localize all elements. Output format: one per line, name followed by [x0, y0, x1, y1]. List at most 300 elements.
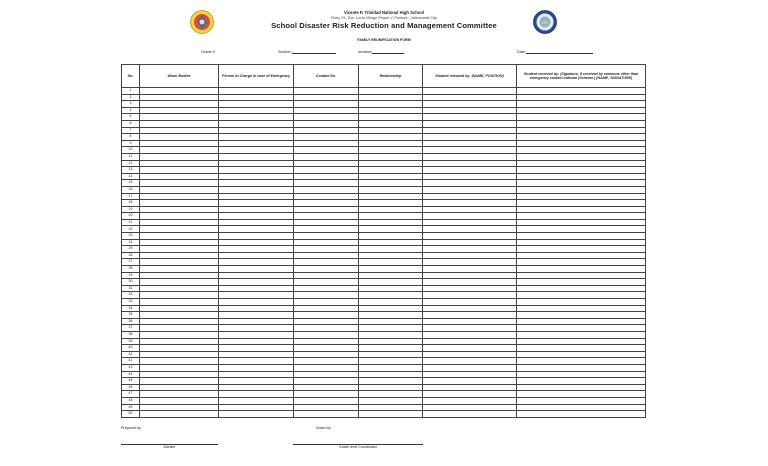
table-cell[interactable]	[140, 213, 219, 220]
table-cell[interactable]	[359, 305, 423, 312]
table-cell[interactable]	[140, 186, 219, 193]
table-cell[interactable]	[294, 345, 359, 352]
table-cell[interactable]	[219, 147, 294, 154]
table-cell[interactable]	[517, 206, 646, 213]
table-cell[interactable]	[423, 180, 517, 187]
table-cell[interactable]	[219, 384, 294, 391]
table-cell[interactable]	[517, 246, 646, 253]
table-cell[interactable]	[359, 338, 423, 345]
table-cell[interactable]	[359, 384, 423, 391]
table-cell[interactable]	[140, 134, 219, 141]
table-cell[interactable]	[423, 193, 517, 200]
table-cell[interactable]	[140, 153, 219, 160]
table-cell[interactable]	[140, 384, 219, 391]
table-cell[interactable]	[294, 193, 359, 200]
table-cell[interactable]	[423, 266, 517, 273]
table-cell[interactable]	[359, 364, 423, 371]
table-cell[interactable]	[140, 299, 219, 306]
table-cell[interactable]	[423, 378, 517, 385]
table-cell[interactable]	[423, 285, 517, 292]
table-cell[interactable]	[517, 378, 646, 385]
table-cell[interactable]	[294, 173, 359, 180]
table-cell[interactable]	[359, 292, 423, 299]
table-cell[interactable]	[359, 226, 423, 233]
table-cell[interactable]	[140, 107, 219, 114]
table-cell[interactable]	[517, 94, 646, 101]
table-cell[interactable]	[517, 351, 646, 358]
table-cell[interactable]	[517, 285, 646, 292]
table-cell[interactable]	[219, 397, 294, 404]
table-cell[interactable]	[423, 305, 517, 312]
table-cell[interactable]	[219, 167, 294, 174]
table-cell[interactable]	[219, 180, 294, 187]
table-cell[interactable]	[294, 331, 359, 338]
table-cell[interactable]	[359, 351, 423, 358]
table-cell[interactable]	[517, 239, 646, 246]
table-cell[interactable]	[423, 94, 517, 101]
table-cell[interactable]	[294, 200, 359, 207]
table-cell[interactable]	[140, 120, 219, 127]
table-cell[interactable]	[294, 88, 359, 95]
table-cell[interactable]	[294, 120, 359, 127]
table-cell[interactable]	[517, 364, 646, 371]
table-cell[interactable]	[517, 88, 646, 95]
table-cell[interactable]	[423, 160, 517, 167]
table-cell[interactable]	[517, 331, 646, 338]
table-cell[interactable]	[423, 292, 517, 299]
table-cell[interactable]	[359, 404, 423, 411]
table-cell[interactable]	[517, 160, 646, 167]
table-cell[interactable]	[359, 391, 423, 398]
table-cell[interactable]	[294, 167, 359, 174]
table-cell[interactable]	[423, 226, 517, 233]
table-cell[interactable]	[294, 299, 359, 306]
table-cell[interactable]	[294, 404, 359, 411]
table-cell[interactable]	[140, 397, 219, 404]
table-cell[interactable]	[423, 173, 517, 180]
table-cell[interactable]	[140, 331, 219, 338]
table-cell[interactable]	[294, 213, 359, 220]
table-cell[interactable]	[359, 206, 423, 213]
table-cell[interactable]	[359, 252, 423, 259]
table-cell[interactable]	[294, 378, 359, 385]
table-cell[interactable]	[359, 266, 423, 273]
table-cell[interactable]	[517, 107, 646, 114]
table-cell[interactable]	[219, 272, 294, 279]
table-cell[interactable]	[423, 219, 517, 226]
table-cell[interactable]	[517, 173, 646, 180]
table-cell[interactable]	[517, 404, 646, 411]
table-cell[interactable]	[140, 318, 219, 325]
table-cell[interactable]	[359, 120, 423, 127]
table-cell[interactable]	[294, 233, 359, 240]
table-cell[interactable]	[294, 107, 359, 114]
table-cell[interactable]	[517, 120, 646, 127]
table-cell[interactable]	[359, 325, 423, 332]
table-cell[interactable]	[140, 193, 219, 200]
table-cell[interactable]	[140, 266, 219, 273]
table-cell[interactable]	[219, 219, 294, 226]
table-cell[interactable]	[140, 285, 219, 292]
table-cell[interactable]	[219, 88, 294, 95]
table-cell[interactable]	[423, 338, 517, 345]
table-cell[interactable]	[359, 371, 423, 378]
table-cell[interactable]	[140, 206, 219, 213]
table-cell[interactable]	[517, 193, 646, 200]
table-cell[interactable]	[517, 114, 646, 121]
table-cell[interactable]	[423, 107, 517, 114]
table-cell[interactable]	[140, 252, 219, 259]
table-cell[interactable]	[140, 338, 219, 345]
table-cell[interactable]	[423, 213, 517, 220]
table-cell[interactable]	[294, 219, 359, 226]
table-cell[interactable]	[294, 140, 359, 147]
table-cell[interactable]	[517, 292, 646, 299]
table-cell[interactable]	[423, 114, 517, 121]
table-cell[interactable]	[517, 167, 646, 174]
table-cell[interactable]	[517, 186, 646, 193]
table-cell[interactable]	[359, 88, 423, 95]
table-cell[interactable]	[140, 351, 219, 358]
table-cell[interactable]	[423, 233, 517, 240]
table-cell[interactable]	[359, 233, 423, 240]
table-cell[interactable]	[294, 272, 359, 279]
table-cell[interactable]	[219, 246, 294, 253]
table-cell[interactable]	[294, 180, 359, 187]
table-cell[interactable]	[140, 140, 219, 147]
table-cell[interactable]	[359, 167, 423, 174]
table-cell[interactable]	[219, 312, 294, 319]
table-cell[interactable]	[423, 299, 517, 306]
table-cell[interactable]	[359, 213, 423, 220]
table-cell[interactable]	[517, 358, 646, 365]
table-cell[interactable]	[294, 186, 359, 193]
table-cell[interactable]	[423, 371, 517, 378]
table-cell[interactable]	[219, 160, 294, 167]
table-cell[interactable]	[294, 397, 359, 404]
table-cell[interactable]	[359, 279, 423, 286]
table-cell[interactable]	[359, 186, 423, 193]
table-cell[interactable]	[517, 127, 646, 134]
table-cell[interactable]	[517, 325, 646, 332]
table-cell[interactable]	[359, 411, 423, 418]
table-cell[interactable]	[359, 272, 423, 279]
table-cell[interactable]	[359, 397, 423, 404]
table-cell[interactable]	[423, 272, 517, 279]
table-cell[interactable]	[517, 134, 646, 141]
table-cell[interactable]	[359, 134, 423, 141]
table-cell[interactable]	[294, 134, 359, 141]
table-cell[interactable]	[517, 252, 646, 259]
table-cell[interactable]	[517, 391, 646, 398]
table-cell[interactable]	[359, 299, 423, 306]
table-cell[interactable]	[294, 411, 359, 418]
table-cell[interactable]	[359, 345, 423, 352]
table-cell[interactable]	[359, 101, 423, 108]
table-cell[interactable]	[517, 312, 646, 319]
table-cell[interactable]	[140, 391, 219, 398]
table-cell[interactable]	[423, 351, 517, 358]
table-cell[interactable]	[294, 358, 359, 365]
table-cell[interactable]	[517, 397, 646, 404]
table-cell[interactable]	[359, 259, 423, 266]
table-cell[interactable]	[219, 239, 294, 246]
table-cell[interactable]	[140, 345, 219, 352]
table-cell[interactable]	[140, 160, 219, 167]
table-cell[interactable]	[359, 127, 423, 134]
table-cell[interactable]	[219, 318, 294, 325]
table-cell[interactable]	[140, 358, 219, 365]
table-cell[interactable]	[219, 305, 294, 312]
table-cell[interactable]	[294, 305, 359, 312]
table-cell[interactable]	[423, 397, 517, 404]
table-cell[interactable]	[423, 404, 517, 411]
table-cell[interactable]	[423, 101, 517, 108]
table-cell[interactable]	[423, 252, 517, 259]
table-cell[interactable]	[294, 259, 359, 266]
table-cell[interactable]	[517, 371, 646, 378]
table-cell[interactable]	[219, 107, 294, 114]
table-cell[interactable]	[294, 127, 359, 134]
table-cell[interactable]	[359, 114, 423, 121]
table-cell[interactable]	[219, 226, 294, 233]
table-cell[interactable]	[359, 140, 423, 147]
table-cell[interactable]	[219, 127, 294, 134]
table-cell[interactable]	[140, 147, 219, 154]
table-cell[interactable]	[140, 312, 219, 319]
table-cell[interactable]	[294, 325, 359, 332]
table-cell[interactable]	[219, 299, 294, 306]
table-cell[interactable]	[219, 259, 294, 266]
table-cell[interactable]	[219, 140, 294, 147]
table-cell[interactable]	[294, 153, 359, 160]
table-cell[interactable]	[359, 147, 423, 154]
table-cell[interactable]	[517, 226, 646, 233]
table-cell[interactable]	[294, 101, 359, 108]
table-cell[interactable]	[294, 239, 359, 246]
table-cell[interactable]	[517, 153, 646, 160]
table-cell[interactable]	[219, 200, 294, 207]
table-cell[interactable]	[219, 266, 294, 273]
table-cell[interactable]	[294, 226, 359, 233]
table-cell[interactable]	[517, 147, 646, 154]
table-cell[interactable]	[294, 338, 359, 345]
table-cell[interactable]	[140, 226, 219, 233]
table-cell[interactable]	[359, 378, 423, 385]
table-cell[interactable]	[423, 88, 517, 95]
table-cell[interactable]	[517, 279, 646, 286]
table-cell[interactable]	[359, 193, 423, 200]
table-cell[interactable]	[294, 391, 359, 398]
table-cell[interactable]	[517, 101, 646, 108]
table-cell[interactable]	[294, 384, 359, 391]
table-cell[interactable]	[517, 213, 646, 220]
table-cell[interactable]	[140, 371, 219, 378]
table-cell[interactable]	[140, 127, 219, 134]
table-cell[interactable]	[219, 351, 294, 358]
table-cell[interactable]	[219, 364, 294, 371]
table-cell[interactable]	[219, 186, 294, 193]
table-cell[interactable]	[140, 364, 219, 371]
table-cell[interactable]	[219, 252, 294, 259]
table-cell[interactable]	[219, 134, 294, 141]
table-cell[interactable]	[423, 120, 517, 127]
table-cell[interactable]	[219, 338, 294, 345]
table-cell[interactable]	[140, 292, 219, 299]
table-cell[interactable]	[517, 411, 646, 418]
table-cell[interactable]	[517, 272, 646, 279]
table-cell[interactable]	[140, 94, 219, 101]
table-cell[interactable]	[140, 411, 219, 418]
table-cell[interactable]	[140, 167, 219, 174]
table-cell[interactable]	[219, 391, 294, 398]
table-cell[interactable]	[359, 318, 423, 325]
table-cell[interactable]	[423, 186, 517, 193]
table-cell[interactable]	[359, 219, 423, 226]
table-cell[interactable]	[219, 173, 294, 180]
adviser-signature-line[interactable]: Adviser	[121, 444, 218, 449]
table-cell[interactable]	[359, 180, 423, 187]
table-cell[interactable]	[140, 259, 219, 266]
table-cell[interactable]	[219, 279, 294, 286]
table-cell[interactable]	[517, 345, 646, 352]
table-cell[interactable]	[219, 378, 294, 385]
table-cell[interactable]	[294, 279, 359, 286]
table-cell[interactable]	[219, 153, 294, 160]
table-cell[interactable]	[517, 140, 646, 147]
table-cell[interactable]	[423, 312, 517, 319]
table-cell[interactable]	[423, 147, 517, 154]
table-cell[interactable]	[294, 285, 359, 292]
table-cell[interactable]	[219, 114, 294, 121]
table-cell[interactable]	[219, 292, 294, 299]
table-cell[interactable]	[359, 358, 423, 365]
table-cell[interactable]	[517, 305, 646, 312]
table-cell[interactable]	[517, 233, 646, 240]
table-cell[interactable]	[140, 173, 219, 180]
table-cell[interactable]	[359, 285, 423, 292]
coordinator-signature-line[interactable]: Grade level Coordinator	[293, 444, 423, 449]
table-cell[interactable]	[219, 285, 294, 292]
table-cell[interactable]	[140, 305, 219, 312]
table-cell[interactable]	[219, 371, 294, 378]
table-cell[interactable]	[423, 206, 517, 213]
table-cell[interactable]	[423, 134, 517, 141]
table-cell[interactable]	[294, 371, 359, 378]
table-cell[interactable]	[140, 233, 219, 240]
table-cell[interactable]	[219, 193, 294, 200]
table-cell[interactable]	[140, 404, 219, 411]
table-cell[interactable]	[294, 364, 359, 371]
table-cell[interactable]	[423, 318, 517, 325]
table-cell[interactable]	[140, 239, 219, 246]
table-cell[interactable]	[423, 411, 517, 418]
table-cell[interactable]	[359, 246, 423, 253]
table-cell[interactable]	[219, 411, 294, 418]
table-cell[interactable]	[423, 345, 517, 352]
table-cell[interactable]	[423, 246, 517, 253]
table-cell[interactable]	[423, 325, 517, 332]
table-cell[interactable]	[140, 246, 219, 253]
table-cell[interactable]	[219, 404, 294, 411]
table-cell[interactable]	[219, 213, 294, 220]
table-cell[interactable]	[423, 239, 517, 246]
table-cell[interactable]	[423, 200, 517, 207]
table-cell[interactable]	[294, 318, 359, 325]
table-cell[interactable]	[219, 331, 294, 338]
table-cell[interactable]	[219, 345, 294, 352]
table-cell[interactable]	[517, 384, 646, 391]
table-cell[interactable]	[517, 200, 646, 207]
table-cell[interactable]	[140, 219, 219, 226]
table-cell[interactable]	[517, 259, 646, 266]
table-cell[interactable]	[359, 173, 423, 180]
table-cell[interactable]	[294, 160, 359, 167]
table-cell[interactable]	[140, 101, 219, 108]
table-cell[interactable]	[294, 147, 359, 154]
table-cell[interactable]	[359, 107, 423, 114]
table-cell[interactable]	[423, 391, 517, 398]
table-cell[interactable]	[517, 266, 646, 273]
date-field[interactable]	[517, 50, 593, 54]
table-cell[interactable]	[359, 153, 423, 160]
table-cell[interactable]	[140, 378, 219, 385]
table-cell[interactable]	[517, 318, 646, 325]
incident-field[interactable]	[358, 50, 404, 54]
table-cell[interactable]	[140, 88, 219, 95]
table-cell[interactable]	[294, 246, 359, 253]
table-cell[interactable]	[140, 114, 219, 121]
table-cell[interactable]	[219, 101, 294, 108]
table-cell[interactable]	[140, 279, 219, 286]
table-cell[interactable]	[423, 127, 517, 134]
table-cell[interactable]	[423, 259, 517, 266]
table-cell[interactable]	[294, 252, 359, 259]
table-cell[interactable]	[359, 331, 423, 338]
table-cell[interactable]	[423, 153, 517, 160]
table-cell[interactable]	[219, 358, 294, 365]
table-cell[interactable]	[219, 233, 294, 240]
table-cell[interactable]	[294, 114, 359, 121]
table-cell[interactable]	[517, 180, 646, 187]
table-cell[interactable]	[219, 120, 294, 127]
table-cell[interactable]	[294, 206, 359, 213]
table-cell[interactable]	[517, 338, 646, 345]
table-cell[interactable]	[423, 364, 517, 371]
table-cell[interactable]	[359, 312, 423, 319]
table-cell[interactable]	[294, 312, 359, 319]
table-cell[interactable]	[219, 325, 294, 332]
table-cell[interactable]	[140, 200, 219, 207]
table-cell[interactable]	[359, 200, 423, 207]
table-cell[interactable]	[294, 292, 359, 299]
table-cell[interactable]	[423, 167, 517, 174]
table-cell[interactable]	[140, 180, 219, 187]
table-cell[interactable]	[359, 239, 423, 246]
table-cell[interactable]	[359, 94, 423, 101]
table-cell[interactable]	[423, 331, 517, 338]
table-cell[interactable]	[140, 272, 219, 279]
table-cell[interactable]	[423, 279, 517, 286]
table-cell[interactable]	[294, 351, 359, 358]
table-cell[interactable]	[423, 384, 517, 391]
table-cell[interactable]	[140, 325, 219, 332]
table-cell[interactable]	[359, 160, 423, 167]
section-field[interactable]	[278, 50, 336, 54]
table-cell[interactable]	[219, 94, 294, 101]
table-cell[interactable]	[294, 94, 359, 101]
table-cell[interactable]	[423, 358, 517, 365]
